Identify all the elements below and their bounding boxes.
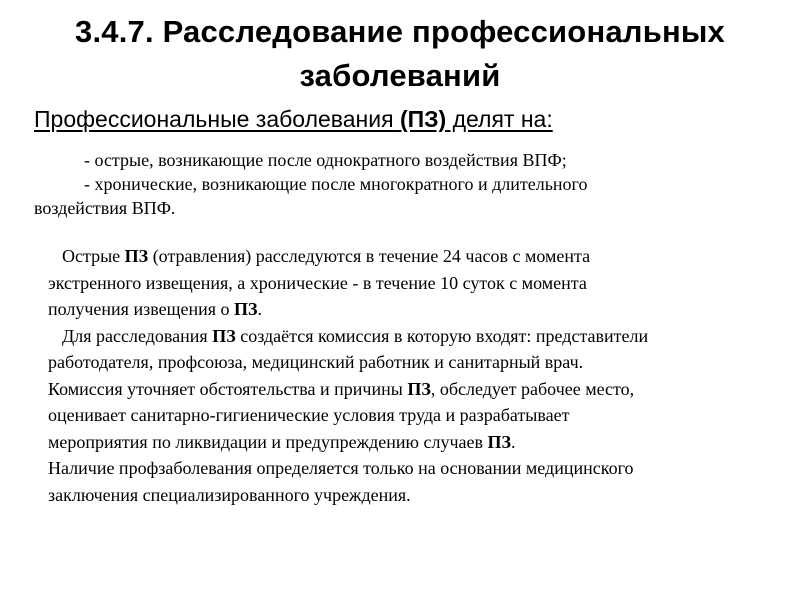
body-text — [48, 243, 788, 508]
paragraph-1-line-1 — [48, 243, 788, 270]
text-fragment: получения извещения о — [48, 299, 234, 319]
list-item-continuation: воздействия ВПФ. — [34, 198, 176, 218]
subtitle-abbr: (ПЗ) — [399, 106, 447, 132]
abbr-pz: ПЗ — [407, 378, 431, 399]
paragraph-2-line-1 — [48, 323, 788, 350]
abbr-pz: ПЗ — [234, 299, 258, 319]
paragraph-2-line-4: оценивает санитарно-гигиенические условия труда и разрабатывает — [48, 405, 570, 425]
paragraph-2-line-5 — [48, 429, 788, 456]
abbr-pz: ПЗ — [212, 325, 236, 346]
text-fragment: (отравления) расследуются в течение 24 часов с момента — [148, 246, 591, 266]
text-fragment: . — [257, 299, 263, 319]
text-fragment: . — [511, 431, 516, 452]
text-fragment: Для расследования — [62, 325, 213, 346]
list-item — [34, 172, 764, 196]
paragraph-3-line-2: заключения специализированного учреждения. — [48, 484, 411, 505]
subtitle — [34, 104, 553, 134]
text-fragment: Комиссия уточняет обстоятельства и причины — [48, 378, 408, 399]
paragraph-2-line-3 — [48, 376, 788, 403]
list-item-chronic: - хронические, возникающие после многократного и длительного — [84, 174, 588, 194]
subtitle-text-end: делят на: — [446, 106, 553, 132]
abbr-pz: ПЗ — [124, 246, 149, 266]
text-fragment: , обследует рабочее место, — [430, 378, 635, 399]
title-line-1: 3.4.7. Расследование профессиональных — [75, 14, 725, 49]
paragraph-1-line-2: экстренного извещения, а хронические - в течение 10 суток с момента — [48, 272, 587, 293]
subtitle-text: Профессиональные заболевания — [34, 106, 400, 132]
text-fragment: мероприятия по ликвидации и предупреждению случаев — [48, 431, 488, 452]
slide-title — [0, 10, 800, 98]
disease-types-list — [34, 148, 764, 220]
paragraph-3-line-1: Наличие профзаболевания определяется только на основании медицинского — [48, 458, 634, 478]
list-item — [34, 148, 764, 172]
paragraph-2-line-2: работодателя, профсоюза, медицинский работник и санитарный врач. — [48, 352, 584, 372]
paragraph-1-line-3 — [48, 296, 788, 323]
title-line-2: заболеваний — [299, 58, 501, 93]
list-item-acute: - острые, возникающие после однократного воздействия ВПФ; — [84, 150, 567, 170]
text-fragment: создаётся комиссия в которую входят: представители — [235, 325, 649, 346]
abbr-pz: ПЗ — [487, 431, 511, 452]
text-fragment: Острые — [62, 246, 125, 266]
